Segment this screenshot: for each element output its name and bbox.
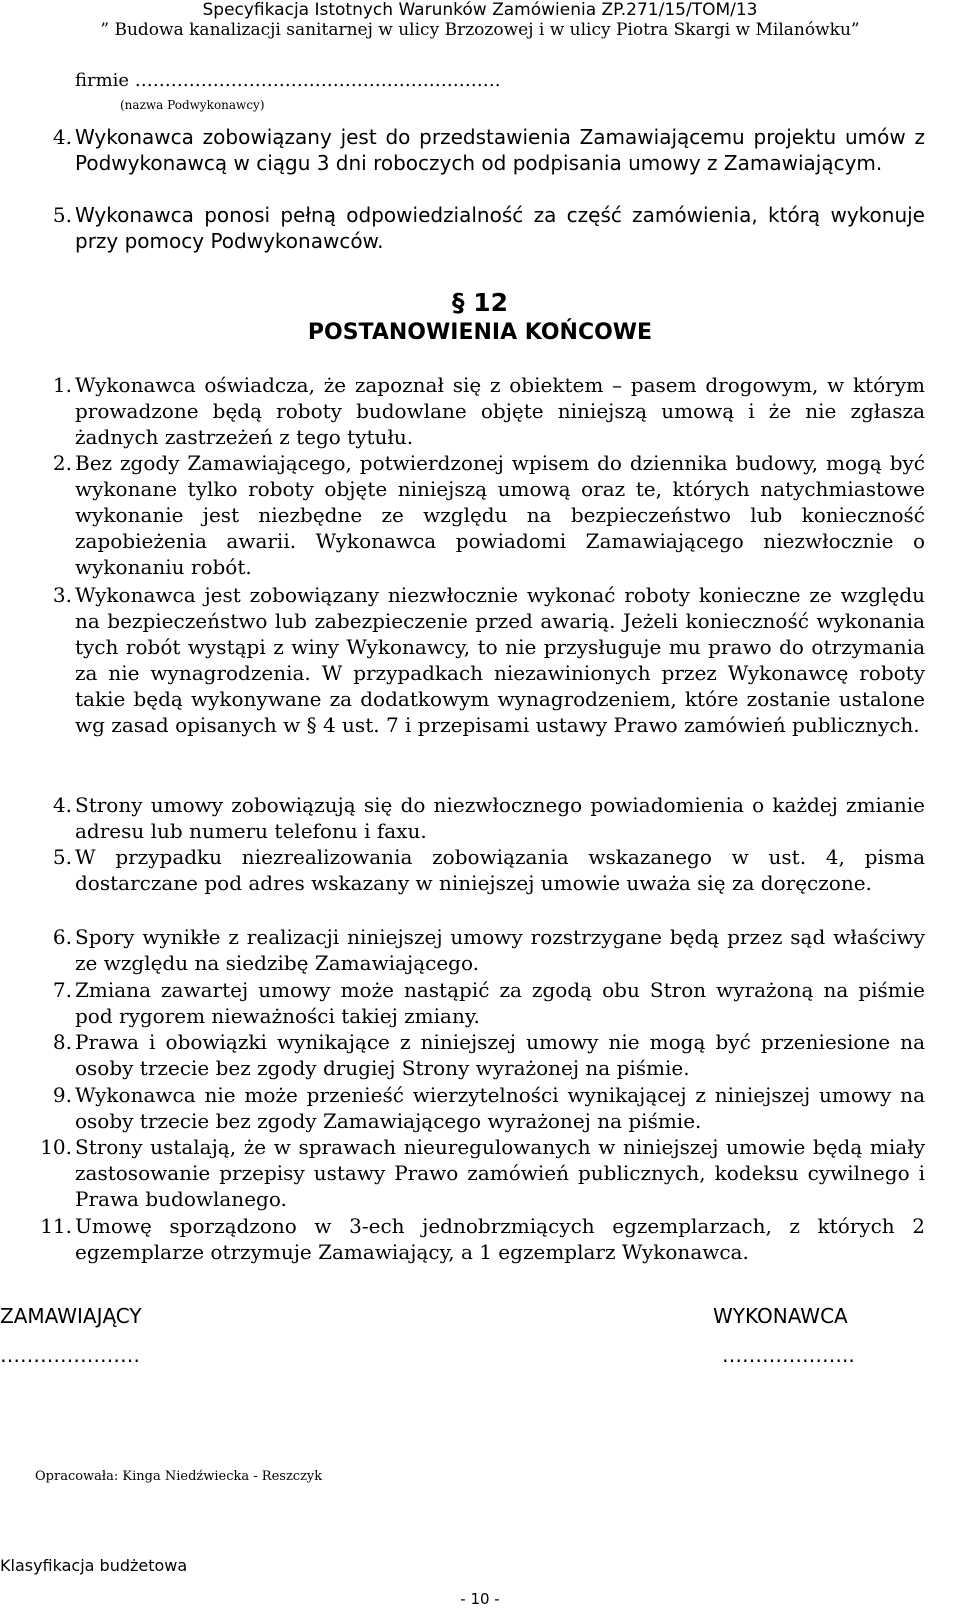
item-6-text: Spory wynikłe z realizacji niniejszej umowy rozstrzygane będą przez sąd właściwy ze względu na siedzibę Zamawiającego. (75, 925, 925, 975)
section-title: POSTANOWIENIA KOŃCOWE (307, 320, 653, 345)
item-7-number: 7. (52, 978, 72, 1002)
item-7-text: Zmiana zawartej umowy może nastąpić za zgodą obu Stron wyrażoną na piśmie pod rygorem nieważności takiej zmiany. (75, 978, 925, 1028)
pre-item-4-text: Wykonawca zobowiązany jest do przedstawienia Zamawiającemu projektu umów z Podwykonawcą w ciągu 3 dni roboczych od podpisania umowy z Zamawiającym. (75, 125, 925, 175)
item-1-number: 1. (52, 373, 72, 397)
item-5-number: 5. (52, 845, 72, 869)
item-5-text: W przypadku niezrealizowania zobowiązania wskazanego w ust. 4, pisma dostarczane pod adres wskazany w niniejszej umowie uważa się za doręczone. (75, 845, 925, 895)
budget-classification-label: Klasyfikacja budżetowa (0, 1556, 188, 1575)
item-3-text: Wykonawca jest zobowiązany niezwłocznie wykonać roboty konieczne ze względu na bezpieczeństwo lub zabezpieczenie przed awarią. Jeżeli konieczność wykonania tych robót wystąpi z winy Wykonawcy, to nie przysługuje mu prawo do otrzymania za nie wynagrodzenia. W przypadkach niezawinionych przez Wykonawcę roboty takie będą wykonywane za dodatkowym wynagrodzeniem, które zostanie ustalone wg zasad opisanych w § 4 ust. 7 i przepisami ustawy Prawo zamówień publicznych. (75, 583, 925, 737)
item-9-number: 9. (52, 1083, 72, 1107)
pre-item-5-text: Wykonawca ponosi pełną odpowiedzialność za część zamówienia, którą wykonuje przy pomocy Podwykonawców. (75, 203, 925, 253)
item-6-number: 6. (52, 925, 72, 949)
page-number: - 10 - (460, 1590, 500, 1608)
item-9-text: Wykonawca nie może przenieść wierzytelności wynikającej z niniejszej umowy na osoby trzecie bez zgody Zamawiającego wyrażonej na piśmie. (75, 1083, 925, 1133)
document-header-title: Specyfikacja Istotnych Warunków Zamówienia ZP.271/15/TOM/13 (202, 0, 758, 20)
signature-label-contractor: WYKONAWCA (713, 1304, 848, 1328)
item-2-text: Bez zgody Zamawiającego, potwierdzonej wpisem do dziennika budowy, mogą być wykonane tylko roboty objęte niniejszą umową oraz te, których natychmiastowe wykonanie jest niezbędne ze względu na bezpieczeństwo lub konieczność zapobieżenia awarii. Wykonawca powiadomi Zamawiającego niezwłocznie o wykonaniu robót. (75, 451, 925, 579)
item-3-number: 3. (52, 583, 72, 607)
item-11-text: Umowę sporządzono w 3-ech jednobrzmiących egzemplarzach, z których 2 egzemplarze otrzymuje Zamawiający, a 1 egzemplarz Wykonawca. (75, 1214, 925, 1264)
signature-line-contractor: ……………….. (722, 1343, 855, 1367)
pre-item-4-number: 4. (52, 125, 72, 149)
document-header-subtitle: ” Budowa kanalizacji sanitarnej w ulicy Brzozowej i w ulicy Piotra Skargi w Milanówku” (100, 20, 860, 40)
item-4-text: Strony umowy zobowiązują się do niezwłocznego powiadomienia o każdej zmianie adresu lub numeru telefonu i faxu. (75, 793, 925, 843)
pre-item-5-number: 5. (52, 203, 72, 227)
item-10-number: 10. (40, 1135, 72, 1159)
item-4-number: 4. (52, 793, 72, 817)
item-8-number: 8. (52, 1030, 72, 1054)
subcontractor-name-note: (nazwa Podwykonawcy) (120, 98, 265, 112)
signature-line-employer: ………………… (0, 1343, 140, 1367)
item-1-text: Wykonawca oświadcza, że zapoznał się z obiektem – pasem drogowym, w którym prowadzone będą roboty budowlane objęte niniejszą umową i że nie zgłasza żadnych zastrzeżeń z tego tytułu. (75, 373, 925, 449)
subcontractor-firm-line: firmie ……………………………………………………. (75, 70, 501, 91)
prepared-by-note: Opracowała: Kinga Niedźwiecka - Reszczyk (35, 1469, 323, 1484)
item-8-text: Prawa i obowiązki wynikające z niniejszej umowy nie mogą być przeniesione na osoby trzecie bez zgody drugiej Strony wyrażonej na piśmie. (75, 1030, 925, 1080)
section-number: § 12 (452, 288, 508, 317)
item-11-number: 11. (40, 1214, 72, 1238)
signature-label-employer: ZAMAWIAJĄCY (0, 1304, 142, 1328)
item-10-text: Strony ustalają, że w sprawach nieuregulowanych w niniejszej umowie będą miały zastosowanie przepisy ustawy Prawo zamówień publicznych, kodeksu cywilnego i Prawa budowlanego. (75, 1135, 925, 1211)
item-2-number: 2. (52, 451, 72, 475)
